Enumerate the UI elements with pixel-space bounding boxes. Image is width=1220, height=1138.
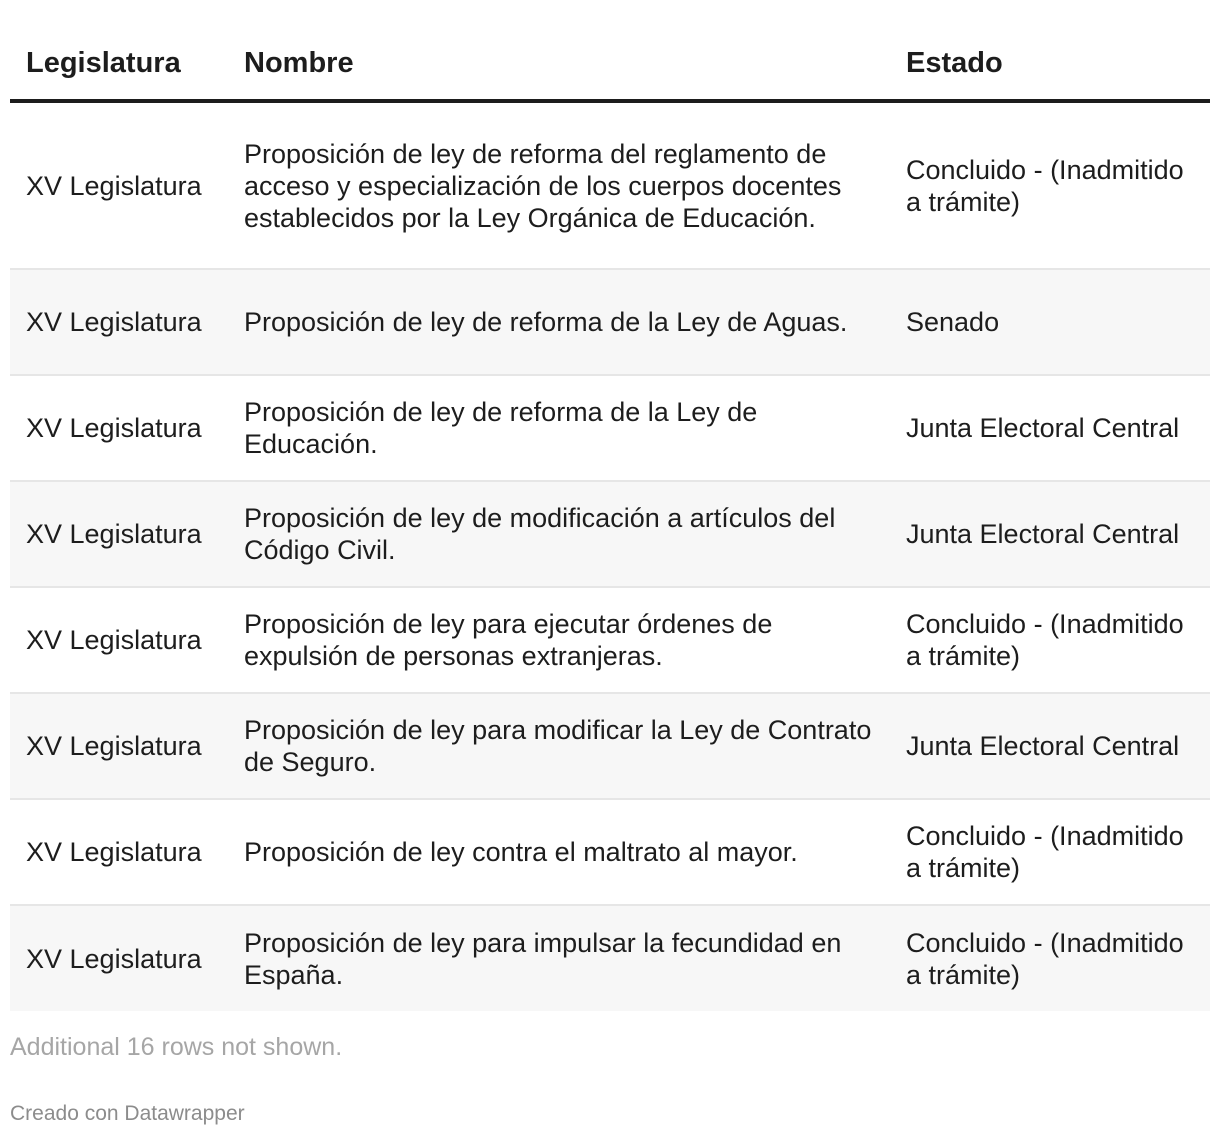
table-row bbox=[10, 481, 1210, 587]
cell-legislatura: XV Legislatura bbox=[26, 731, 202, 761]
table-header bbox=[10, 22, 1210, 101]
data-table-container bbox=[10, 22, 1210, 1011]
header-row bbox=[10, 22, 1210, 101]
column-header-nombre[interactable]: Nombre bbox=[228, 22, 890, 101]
cell-nombre: Proposición de ley contra el maltrato al mayor. bbox=[244, 837, 798, 867]
cell-nombre: Proposición de ley para ejecutar órdenes de expulsión de personas extranjeras. bbox=[244, 609, 773, 671]
cell-estado: Concluido - (Inadmitido a trámite) bbox=[906, 609, 1184, 671]
cell-legislatura: XV Legislatura bbox=[26, 625, 202, 655]
table-row bbox=[10, 905, 1210, 1011]
table-row bbox=[10, 269, 1210, 375]
cell-legislatura: XV Legislatura bbox=[26, 943, 202, 974]
table-row bbox=[10, 101, 1210, 269]
cell-nombre: Proposición de ley para modificar la Ley de Contrato de Seguro. bbox=[244, 715, 872, 777]
rows-not-shown-note: Additional 16 rows not shown. bbox=[10, 1033, 343, 1061]
cell-nombre: Proposición de ley para impulsar la fecundidad en España. bbox=[244, 927, 842, 990]
cell-nombre: Proposición de ley de modificación a artículos del Código Civil. bbox=[244, 503, 836, 565]
table-body bbox=[10, 101, 1210, 1011]
cell-nombre: Proposición de ley de reforma de la Ley de Aguas. bbox=[244, 307, 848, 337]
table-row bbox=[10, 693, 1210, 799]
cell-legislatura: XV Legislatura bbox=[26, 413, 202, 443]
cell-estado: Junta Electoral Central bbox=[906, 413, 1180, 443]
cell-estado: Concluido - (Inadmitido a trámite) bbox=[906, 821, 1184, 883]
datawrapper-credit[interactable]: Creado con Datawrapper bbox=[10, 1102, 245, 1125]
cell-estado: Concluido - (Inadmitido a trámite) bbox=[906, 154, 1184, 217]
cell-estado: Junta Electoral Central bbox=[906, 519, 1180, 549]
cell-legislatura: XV Legislatura bbox=[26, 519, 202, 549]
cell-nombre: Proposición de ley de reforma del reglamento de acceso y especialización de los cuerpos docentes establecidos por la Ley Orgánica de Educación. bbox=[244, 138, 842, 233]
column-header-legislatura[interactable]: Legislatura bbox=[10, 22, 228, 101]
cell-legislatura: XV Legislatura bbox=[26, 307, 202, 337]
data-table bbox=[10, 22, 1210, 1011]
cell-nombre: Proposición de ley de reforma de la Ley de Educación. bbox=[244, 397, 758, 459]
table-row bbox=[10, 799, 1210, 905]
table-row bbox=[10, 375, 1210, 481]
table-row bbox=[10, 587, 1210, 693]
cell-estado: Senado bbox=[906, 307, 1000, 337]
cell-estado: Junta Electoral Central bbox=[906, 731, 1180, 761]
cell-legislatura: XV Legislatura bbox=[26, 170, 202, 201]
column-header-estado[interactable]: Estado bbox=[890, 22, 1210, 101]
cell-legislatura: XV Legislatura bbox=[26, 837, 202, 867]
cell-estado: Concluido - (Inadmitido a trámite) bbox=[906, 927, 1184, 990]
